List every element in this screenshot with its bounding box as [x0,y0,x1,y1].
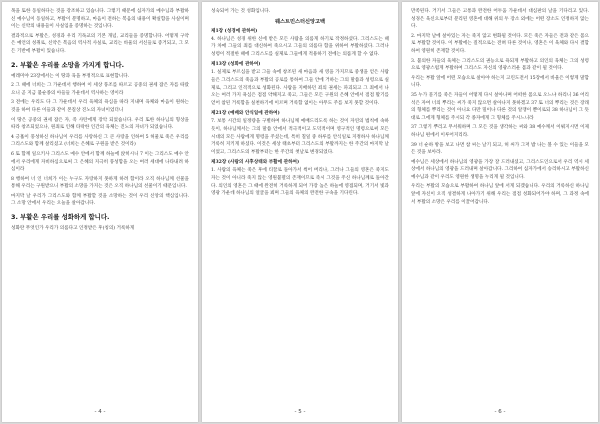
page-number: - 6 - [494,409,506,415]
paragraph: 예레미야 23장에서는 이 땅과 육을 부정적으로 표현합니다. [11,73,130,79]
paragraph: 3. 불의한 자들의 육체는 그리스도의 권능으로 욕되게 부활하고 의인의 육체는 그의 성령으로 영광스럽게 부활하여 그리스도 자신의 영광스러운 몸과 같이 될 것이다. [411,58,589,72]
paragraph: 이 땅은 공중의 권세 잡은 자, 즉 사탄에게 장악 되었습니다. 우리 또한 하나님의 형상을 따라 창조되었으나, 원죄로 인해 타락한 인간의 육체는 진노의 자녀가 되었습니다. [11,117,189,131]
paragraph: 2. 마지막 날에 살아있는 자는 죽지 않고 변화될 것이다. 모든 죽은 자들은 전과 같은 몸으로 부활할 것이다. 이 부활에는 질적으로는 전혀 다른 것이나, 영혼은 이 육체와 다시 결합하여 영원히 존재할 것이다. [411,33,589,54]
chapter-title: 제32장 (사람의 사후상태와 부활에 관하여) [211,160,300,166]
scripture-verse: 4 긍휼이 풍성하신 하나님이 우리를 사랑하신 그 큰 사랑을 인하여 5 허물로 죽은 우리를 그리스도와 함께 살리셨고 (너희는 은혜로 구원을 받은 것이라) [11,134,189,148]
chapter-title: 제21장 (예배와 안식일에 관하여) [211,111,280,117]
scripture-verse: 39 너 순하 방을 보고 나면 참 씨는 날기 되고, 허 씨가 그저 밥 나는 볼 수 있는 이들을 모든 것을 보아라. [411,142,589,156]
paragraph: 마지막 날 우리가 그리스도와 함께 부활할 것을 소망하는 것이 우리 신앙의 핵심입니다. 그 소망 안에서 우리는 오늘을 살아갑니다. [11,193,189,207]
paragraph: 8 행하여 너 인 너희가 이는 누구도 자랑하지 못하게 하려 함이라 오직 하나님께 선물을 통해 우리는 구원받으니 부활의 소망을 가지는 것은 오직 하나님의 선물이기 때문입니다. [11,176,189,190]
chapter-title: 제1장 (성경에 관하여) [211,28,258,34]
chapter-text: 4. 하나님은 성경 위한 신에 받은 모든 사람을 의롭게 하기로 작정하셨다. 그리스도는 때가 차매 그들의 죄를 대신하여 죽으시고 그들의 의롭다 함을 위하여 부활하셨다. 그러나 성령이 적절한 때에 그리스도를 실제로 그들에게 적용하기 전에는 의롭게 할 수 없다. [211,36,389,57]
scripture-verse: 2 그 때에 너희는 그 가운데서 행하여 이 세상 풍조를 따르고 공중의 권세 잡은 자를 따랐으니 곧 지금 불순종의 아들들 가운데서 역사하는 영이라 [11,83,189,96]
paragraph: 우리는 부활의 모습으로 부활하여 하나님 앞에 서게 되겠습니다. 우리의 거룩하신 하나님 앞에 자신이 오직 성결하게 나아가기 위해 우리는 점점 성화되어가야 하며, 그 과정 속에서 부활의 소망은 우리를 이끌어갑니다. [411,184,589,205]
page-number: - 4 - [94,409,106,415]
page-4 [2,2,198,422]
section-heading: 3. 부활은 우리를 성화하게 합니다. [11,213,110,222]
paragraph: 성화란 무엇인가 우리가 의롭다고 인정받은 후(칭의) 거룩하게 [11,226,135,232]
page-6 [402,2,598,422]
paragraph: 만족된다. 거기서 그들은 고통과 완전한 어두움 가운데서 대심판의 날을 기다리고 있다. 성경은 육신으로부터 분리된 영혼에 대해 위의 두 장소 외에는 어떤 장소도 인정하지 않는다. [411,9,589,30]
chapter-title: 제13장 (성화에 관하여) [211,62,261,68]
chapter-text: 1. 실제로 부르심을 받고 그들 속에 창조된 새 마음과 새 영을 가지므로 중생을 얻은 사람들은 그리스도의 죽음과 부활의 공로를 통하여 그들 안에 거하는 그의 말씀과 성령으로 실제로, 그리고 인격적으로 성화된다. 사람을 지배하던 죄의 권세는 파괴되고 그 죄에서 나오는 여러 가지 욕심은 점점 약해지고 죽고, 그들은 모든 구원의 은혜 안에서 점점 활기를 얻어 참된 거룩함을 실천하기에 이르며 거룩함 없이는 아무도 주를 보지 못할 것이다. [211,70,389,106]
confession-title: 웨스트민스터신앙고백 [274,18,326,25]
paragraph: 우리는 부활 앞에 어떤 모습으로 살아야 하는지 고린도전서 15장에서 바울은 이렇게 말합니다. [411,75,589,89]
scripture-verse: 37 그렇기 뿌리고 무서워하며 그 모든 것을 생각하는 씨와 38 예수께서 이뤄지시면 이제 하나님 편에서 이루어지리라. [411,125,589,138]
chapter-text: 1. 사람의 육체는 죽은 후에 티끌로 돌아가서 썩어 버리나, 그러나 그들의 영혼은 죽지도 자는 것이 아니라 죽지 않는 영원불멸의 존재이므로 즉시 그것을 주신 하나님께로 돌아간다. 의인의 영혼은 그 때에 완전히 거룩하게 되어 가장 높은 하늘에 영접되며, 거기서 빛과 영광 가운데 하나님의 얼굴을 뵈며 그들의 육체의 완전한 구속을 기다린다. [211,168,389,197]
page-number: - 5 - [294,409,306,415]
page-5 [202,2,398,422]
paragraph: 성숙되어 가는 것 성화입니다. [211,9,271,14]
section-heading: 2. 부활은 우리를 소망을 가지게 합니다. [11,60,125,69]
scripture-verse: 6 또 함께 일으키사 그리스도 예수 안에서 함께 하늘에 앉히시니 7 이는 그리스도 예수 안에서 우리에게 자비하심으로써 그 은혜의 지극히 풍성함을 오는 여러 세대에 나타내려 하심이라 [11,151,189,173]
paragraph: 목을 또한 동일하다는 것을 강조하고 있습니다. 그렇기 때문에 십자가의 예수님과 부활하신 예수님이 동일하고, 부활이 분명하고, 마음이 전하는 복음의 내용이 확실함을 사실이며 이는 신약의 내용들이 사실임을 증명하는 것입니다. [11,9,189,30]
chapter-text: 7. 보통 시간의 일정량을 구별하여 하나님께 예배드리도록 하는 것이 자연의 법칙에 속하듯이, 하나님께서는 그의 말씀 안에서 적극적이고 도덕적이며 영구적인 명령으로써 모든 시대의 모든 사람에게 명령을 주셨는데, 특히 칠일 중 하루를 안식일로 지정하사 하나님께 거룩히 지키게 하셨다. 이것은 세상 태초부터 그리스도의 부활까지는 한 주간의 마지막 날이었고, 그리스도의 부활부터는 한 주간의 첫날로 변경되었다. [211,119,389,155]
paragraph: 예수님은 세상에서 하나님의 영광을 가장 잘 드러내셨고, 그리스도인으로서 우리 역시 세상에서 하나님의 영광을 드러내며 살아갑니다. 그리하여 십자가에서 승리하시고 부활하신 예수님과 같이 우리도 영원한 생명을 누리게 될 것입니다. [411,159,589,180]
paragraph: 결과적으로 부활은, 성경과 우리 기독교의 기본 개념, 교리들을 증명합니다. 어떻게 구약은 예언의 성취로, 신약은 복음의 역사적 사실로, 교리는 바울의 서신들로 증거되고, 그 모든 기반에 부활이 있습니다. [11,33,189,54]
scripture-verse: 3 전에는 우리도 다 그 가운데서 우리 육체의 욕심을 따라 지내며 육체와 마음이 원하는 것을 하여 다른 이들과 같이 본질상 진노의 자녀이었더니 [11,100,189,113]
scripture-verse: 35 누가 묻기를 죽은 자들이 어떻게 다시 살아나며 어떠한 몸으로 오느냐 하리니 36 어리석은 자여 너의 뿌리는 씨가 죽지 않으면 살아나지 못하겠고 37 또 너의 뿌리는 것은 장래의 형체를 뿌리는 것이 아니요 다만 밀이나 다른 것의 알갱이 뿐이로되 38 하나님이 그 뜻대로 그에게 형체를 주시되 각 종자에게 그 형체를 주시느니라 [411,92,589,121]
